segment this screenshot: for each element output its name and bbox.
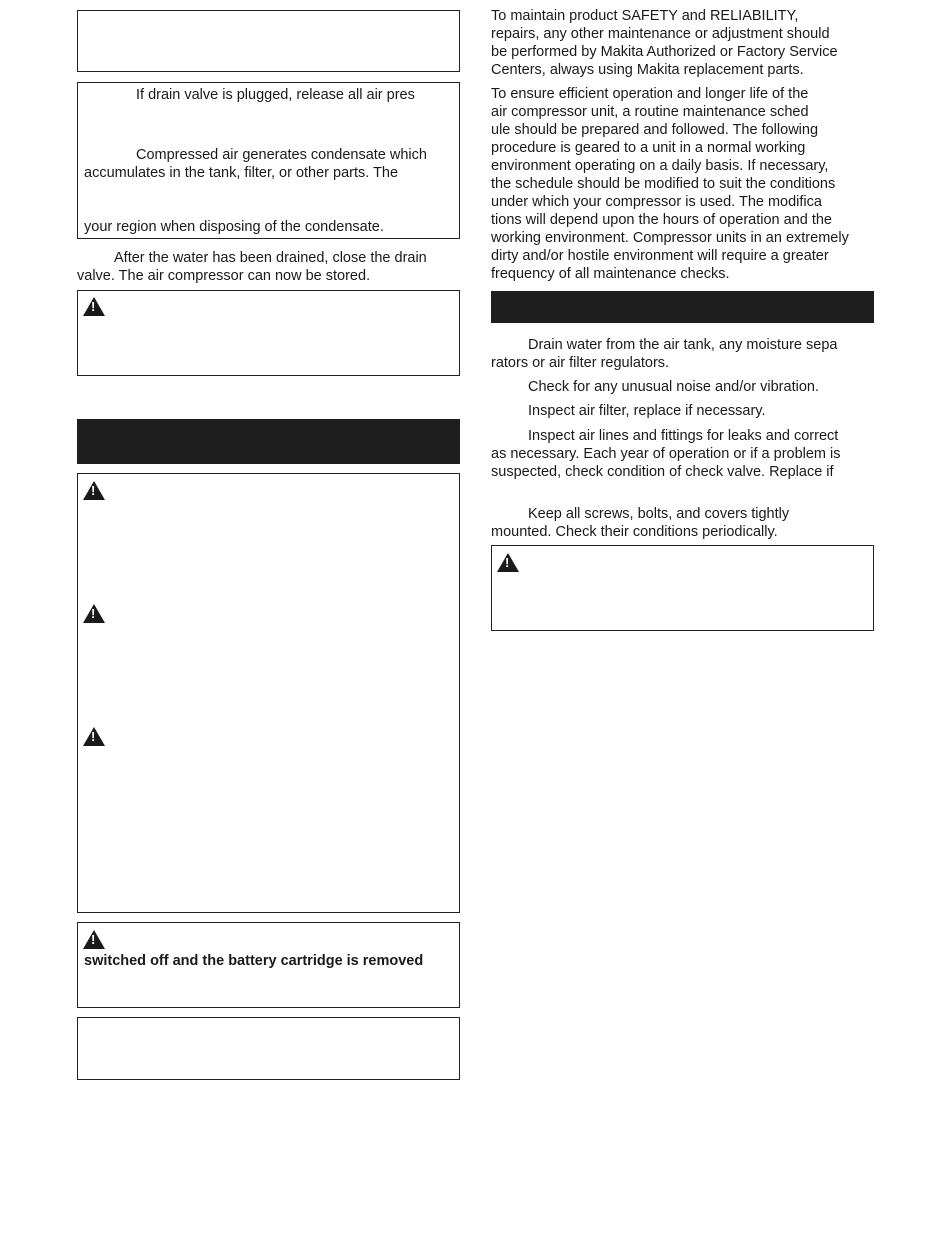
schedule-line: working environment. Compressor units in an extremely <box>491 230 849 246</box>
item-noise: Check for any unusual noise and/or vibration. <box>528 379 819 395</box>
caution-box-storage <box>77 290 460 376</box>
section-header-bar-left <box>77 419 460 464</box>
caution-box-right <box>491 545 874 631</box>
safety-line: repairs, any other maintenance or adjustment should <box>491 26 830 42</box>
schedule-line: procedure is geared to a unit in a normal working <box>491 140 806 156</box>
warning-triangle-icon <box>83 604 105 623</box>
schedule-line: tions will depend upon the hours of operation and the <box>491 212 832 228</box>
caution-box-battery <box>77 922 460 1008</box>
safety-line: To maintain product SAFETY and RELIABILITY, <box>491 8 799 24</box>
safety-line: Centers, always using Makita replacement parts. <box>491 62 804 78</box>
item-screws-line-1: Keep all screws, bolts, and covers tightly <box>528 506 790 522</box>
item-drain-line-2: rators or air filter regulators. <box>491 355 670 371</box>
warning-triangle-icon <box>83 930 105 949</box>
safety-line: be performed by Makita Authorized or Factory Service <box>491 44 838 60</box>
after-drain-line-2: valve. The air compressor can now be stored. <box>77 268 371 284</box>
schedule-line: ule should be prepared and followed. The following <box>491 122 819 138</box>
condensate-note-line-3: your region when disposing of the condensate. <box>84 219 384 235</box>
condensate-note-line-2: accumulates in the tank, filter, or other parts. The <box>84 165 399 181</box>
condensate-note-line-1: Compressed air generates condensate which <box>136 147 427 163</box>
schedule-line: the schedule should be modified to suit the conditions <box>491 176 836 192</box>
item-lines-line-1: Inspect air lines and fittings for leaks and correct <box>528 428 839 444</box>
section-header-bar-right <box>491 291 874 323</box>
drain-plugged-note: If drain valve is plugged, release all air pres <box>136 87 415 103</box>
drain-note-box <box>77 82 460 239</box>
note-box-bottom <box>77 1017 460 1080</box>
warning-triangle-icon <box>83 727 105 746</box>
schedule-line: To ensure efficient operation and longer life of the <box>491 86 809 102</box>
schedule-line: under which your compressor is used. The modifica <box>491 194 822 210</box>
warning-triangle-icon <box>83 481 105 500</box>
warning-triangle-icon <box>83 297 105 316</box>
after-drain-line-1: After the water has been drained, close the drain <box>114 250 427 266</box>
schedule-line: environment operating on a daily basis. If necessary, <box>491 158 829 174</box>
item-lines-line-3: suspected, check condition of check valve. Replace if <box>491 464 834 480</box>
item-drain-line-1: Drain water from the air tank, any moisture sepa <box>528 337 838 353</box>
item-screws-line-2: mounted. Check their conditions periodically. <box>491 524 778 540</box>
note-box-top <box>77 10 460 72</box>
schedule-line: frequency of all maintenance checks. <box>491 266 730 282</box>
warning-triangle-icon <box>497 553 519 572</box>
schedule-line: air compressor unit, a routine maintenance sched <box>491 104 809 120</box>
item-lines-line-2: as necessary. Each year of operation or if a problem is <box>491 446 841 462</box>
battery-warning-text: switched off and the battery cartridge is removed <box>84 953 424 969</box>
schedule-line: dirty and/or hostile environment will require a greater <box>491 248 829 264</box>
item-filter: Inspect air filter, replace if necessary. <box>528 403 766 419</box>
warning-box-large <box>77 473 460 913</box>
